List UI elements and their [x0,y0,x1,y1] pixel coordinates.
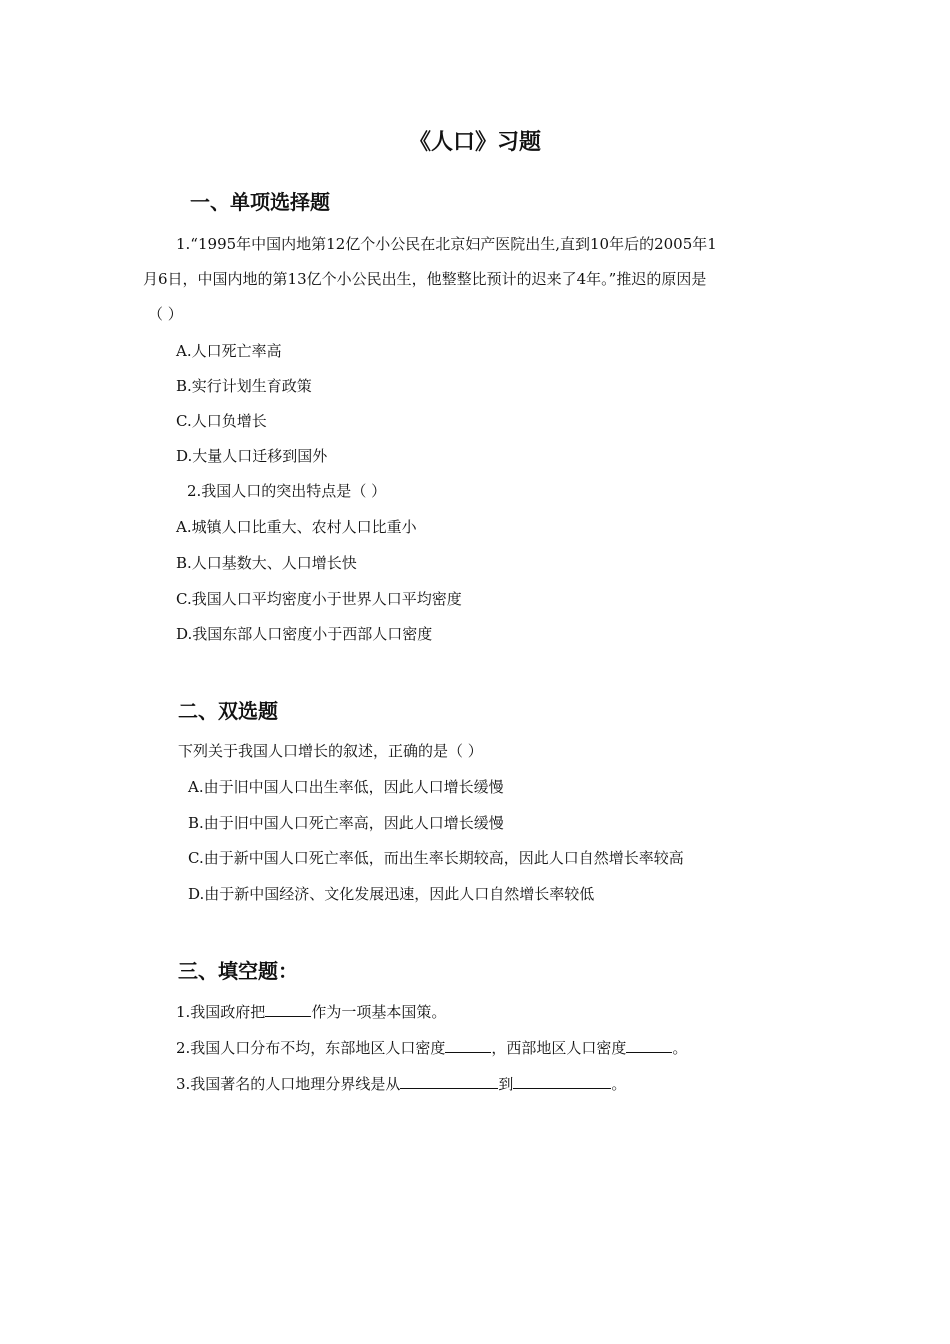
question-2-stem: 2.我国人口的突出特点是（ ） [187,482,387,500]
question-1-option-c: C.人口负增长 [176,412,267,430]
fill-in-2-blank-2 [626,1038,672,1053]
question-2-option-c: C.我国人口平均密度小于世界人口平均密度 [176,590,462,608]
fill-in-2-text-b: ，西部地区人口密度 [491,1039,627,1057]
question-1-answer-bracket: （ ） [148,305,183,323]
page-title: 《人口》习题 [408,130,541,155]
fill-in-3-text-b: 到 [498,1075,514,1093]
fill-in-3-blank-1 [400,1074,498,1089]
question-2-option-a: A.城镇人口比重大、农村人口比重小 [176,518,417,536]
question-1-option-a: A.人口死亡率高 [176,342,282,360]
fill-in-2-text-a: 2.我国人口分布不均，东部地区人口密度 [176,1039,446,1057]
question-1-option-d: D.大量人口迁移到国外 [176,447,328,465]
question-1-line-1: 1.“1995年中国内地第12亿个小公民在北京妇产医院出生,直到10年后的2005年1 [176,235,717,253]
question-3-option-b: B.由于旧中国人口死亡率高，因此人口增长缓慢 [188,814,504,832]
question-3-option-c: C.由于新中国人口死亡率低，而出生率长期较高，因此人口自然增长率较高 [188,849,684,867]
section-heading-double-choice: 二、双选题 [178,699,278,723]
fill-in-1-text-a: 1.我国政府把 [176,1003,266,1021]
fill-in-2-text-c: 。 [672,1039,688,1057]
fill-in-3-text-c: 。 [611,1075,627,1093]
fill-in-1-blank [265,1002,311,1017]
question-3-stem: 下列关于我国人口增长的叙述，正确的是（ ） [178,742,483,760]
question-1-option-b: B.实行计划生育政策 [176,377,312,395]
fill-in-2-blank-1 [445,1038,491,1053]
question-1-line-2: 月6日，中国内地的第13亿个小公民出生，他整整比预计的迟来了4年。”推迟的原因是 [143,270,707,288]
question-3-option-a: A.由于旧中国人口出生率低，因此人口增长缓慢 [188,778,504,796]
fill-in-3-text-a: 3.我国著名的人口地理分界线是从 [176,1075,401,1093]
fill-in-3 [176,1074,626,1094]
question-2-option-d: D.我国东部人口密度小于西部人口密度 [176,625,433,643]
section-heading-fill-in: 三、填空题： [178,959,298,983]
fill-in-1-text-b: 作为一项基本国策。 [311,1003,447,1021]
question-2-option-b: B.人口基数大、人口增长快 [176,554,357,572]
fill-in-3-blank-2 [513,1074,611,1089]
fill-in-2 [176,1038,687,1058]
question-3-option-d: D.由于新中国经济、文化发展迅速，因此人口自然增长率较低 [188,885,595,903]
section-heading-single-choice: 一、单项选择题 [190,190,330,214]
fill-in-1 [176,1002,446,1022]
